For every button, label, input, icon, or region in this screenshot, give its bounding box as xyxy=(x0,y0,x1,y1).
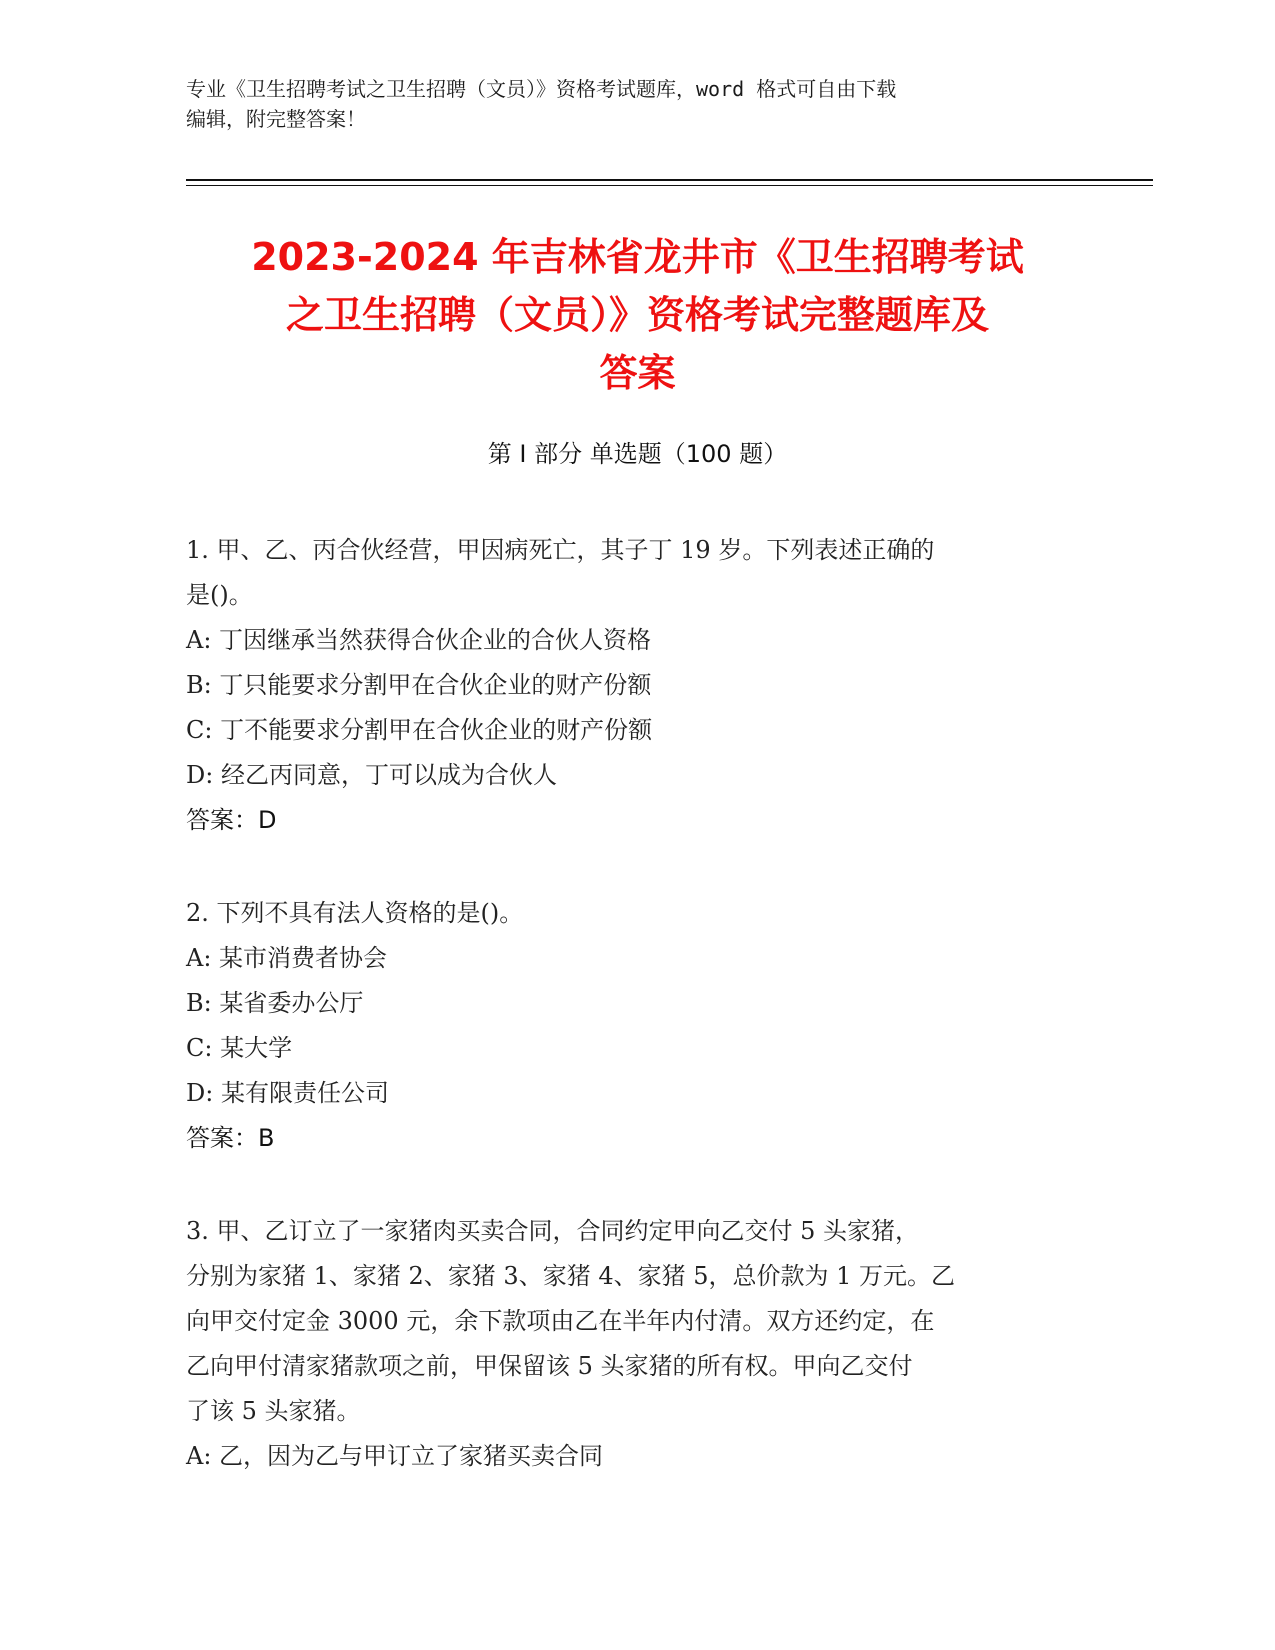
section-heading: 第 I 部分 单选题（100 题） xyxy=(487,440,788,468)
option-b: B: 某省委办公厅 xyxy=(186,989,364,1017)
question-stem-line: 3. 甲、乙订立了一家猪肉买卖合同，合同约定甲向乙交付 5 头家猪， xyxy=(186,1217,920,1245)
option-c: C: 丁不能要求分割甲在合伙企业的财产份额 xyxy=(186,716,653,744)
title-line: 之卫生招聘（文员）》资格考试完整题库及 xyxy=(285,293,989,337)
question-stem-line: 分别为家猪 1、家猪 2、家猪 3、家猪 4、家猪 5，总价款为 1 万元。乙 xyxy=(186,1262,956,1290)
question-stem-line: 1. 甲、乙、丙合伙经营，甲因病死亡，其子丁 19 岁。下列表述正确的 xyxy=(186,536,935,564)
question-stem-line: 乙向甲付清家猪款项之前，甲保留该 5 头家猪的所有权。甲向乙交付 xyxy=(186,1352,913,1380)
header-note-line: 编辑，附完整答案！ xyxy=(186,107,366,131)
option-a: A: 乙，因为乙与甲订立了家猪买卖合同 xyxy=(186,1442,604,1470)
question-block xyxy=(186,528,1086,843)
title-line: 答案 xyxy=(599,351,676,395)
spacer xyxy=(186,1161,1086,1209)
question-list xyxy=(186,528,1086,1479)
question-stem-line: 是()。 xyxy=(186,581,253,609)
option-b: B: 丁只能要求分割甲在合伙企业的财产份额 xyxy=(186,671,652,699)
option-a: A: 丁因继承当然获得合伙企业的合伙人资格 xyxy=(186,626,652,654)
question-stem-line: 了该 5 头家猪。 xyxy=(186,1397,361,1425)
header-note-line: 专业《卫生招聘考试之卫生招聘（文员）》资格考试题库，word 格式可自由下载 xyxy=(186,77,897,101)
question-block xyxy=(186,891,1086,1161)
header-divider-thin xyxy=(186,185,1153,186)
header-divider-thick xyxy=(186,179,1153,181)
title-line: 2023-2024 年吉林省龙井市《卫生招聘考试 xyxy=(251,235,1024,279)
question-stem-line: 向甲交付定金 3000 元，余下款项由乙在半年内付清。双方还约定，在 xyxy=(186,1307,935,1335)
header-note xyxy=(186,74,1066,134)
answer-line: 答案：D xyxy=(186,806,277,834)
answer-line: 答案：B xyxy=(186,1124,275,1152)
question-stem-line: 2. 下列不具有法人资格的是()。 xyxy=(186,899,524,927)
document-title xyxy=(150,228,1125,402)
option-d: D: 某有限责任公司 xyxy=(186,1079,389,1107)
option-d: D: 经乙丙同意，丁可以成为合伙人 xyxy=(186,761,557,789)
option-a: A: 某市消费者协会 xyxy=(186,944,388,972)
question-block xyxy=(186,1209,1086,1479)
option-c: C: 某大学 xyxy=(186,1034,293,1062)
spacer xyxy=(186,843,1086,891)
